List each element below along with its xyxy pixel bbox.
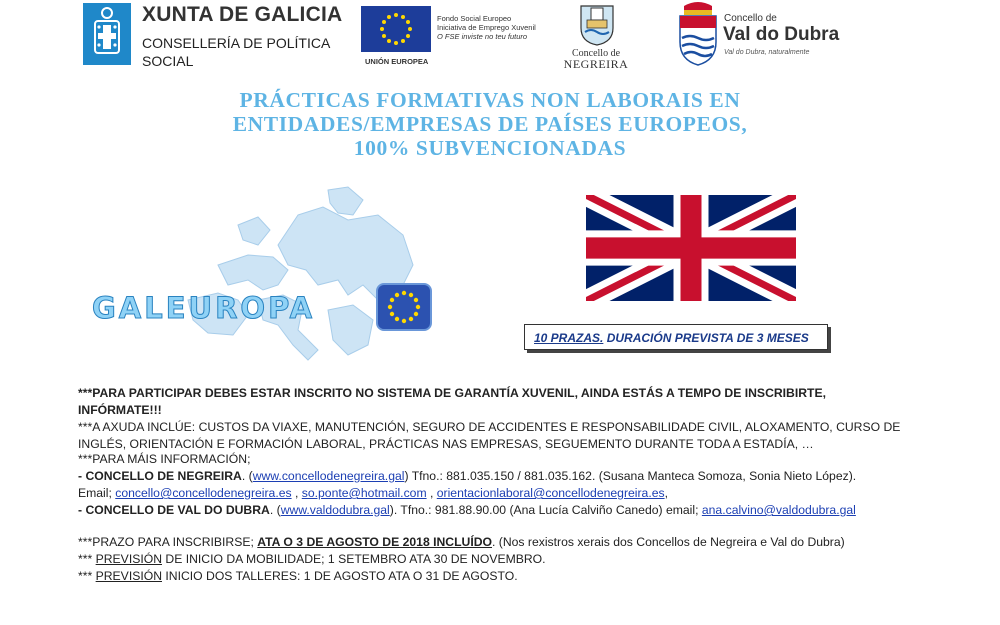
- orientacion-email-link[interactable]: orientacionlaboral@concellodenegreira.es: [436, 486, 665, 500]
- contact-info: ***PARA MÁIS INFORMACIÓN; - CONCELLO DE NEGREIRA. (www.concellodenegreira.gal) Tfno.: 881.035.150 / 881.035.162. (Susana Manteca Somoza, Sonia Nieto López). Email; concello@concellodenegreira.es , so.ponte@hotmail.com , orientacionlaboral@concellodenegreira.es, - CONCELLO DE VAL DO DUBRA. (www.valdodubra.gal). Tfno.: 981.88.90.00 (Ana Lucía Calviño Canedo) email; ana.calvino@valdodubra.gal: [78, 451, 912, 519]
- deadline-date: ATA O 3 DE AGOSTO DE 2018 INCLUÍDO: [257, 535, 493, 549]
- eu-stars-badge-icon: [376, 283, 432, 331]
- valdodubra-phone: ). Tfno.: 981.88.90.00 (Ana Lucía Calviño Canedo) email;: [389, 503, 702, 517]
- fse-text: Fondo Social Europeo Iniciativa de Emprego Xuvenil O FSE inviste no teu futuro: [437, 14, 536, 41]
- uk-flag-image: [586, 195, 796, 301]
- places-count: 10 PRAZAS.: [534, 331, 604, 345]
- negreira-phone: ) Tfno.: 881.035.150 / 881.035.162. (Susana Manteca Somoza, Sonia Nieto López).: [404, 469, 857, 483]
- valdodubra-website-link[interactable]: www.valdodubra.gal: [280, 503, 390, 517]
- conselleria-name: CONSELLERÍA DE POLÍTICA SOCIAL: [142, 35, 331, 69]
- email-label: Email;: [78, 486, 116, 500]
- places-duration-box: [524, 324, 828, 350]
- negreira-emblem-logo: [577, 2, 617, 46]
- negreira-name: Concello de NEGREIRA: [563, 48, 629, 71]
- xunta-shield-logo: [83, 3, 131, 65]
- negreira-email-link[interactable]: concello@concellodenegreira.es: [115, 486, 292, 500]
- dubra-motto: Val do Dubra, naturalmente: [724, 49, 810, 56]
- eu-label: UNIÓN EUROPEA: [365, 57, 429, 66]
- page-title: PRÁCTICAS FORMATIVAS NON LABORAIS EN ENTIDADES/EMPRESAS DE PAÍSES EUROPEOS, 100% SUBVENCIONADAS: [232, 88, 748, 160]
- dubra-concello-label: Concello de: [724, 13, 777, 24]
- negreira-website-link[interactable]: www.concellodenegreira.gal: [252, 469, 405, 483]
- soponte-email-link[interactable]: so.ponte@hotmail.com: [301, 486, 427, 500]
- duration-text: DURACIÓN PREVISTA DE 3 MESES: [603, 331, 809, 345]
- valdodubra-email-link[interactable]: ana.calvino@valdodubra.gal: [701, 503, 856, 517]
- valdodubra-contact-label: - CONCELLO DE VAL DO DUBRA: [78, 503, 270, 517]
- galeuropa-logo-text: GALEUROPA: [92, 291, 316, 325]
- requirement-text: ***PARA PARTICIPAR DEBES ESTAR INSCRITO NO SISTEMA DE GARANTÍA XUVENIL, AINDA ESTÁS A TEMPO DE INSCRIBIRTE, INFÓRMATE!!!: [78, 386, 827, 417]
- mobility-forecast-label: PREVISIÓN: [95, 552, 162, 566]
- eu-flag-logo: [361, 6, 431, 52]
- deadline-label: ***PRAZO PARA INSCRIBIRSE;: [78, 535, 258, 549]
- aid-includes-text: ***A AXUDA INCLÚE: CUSTOS DA VIAXE, MANUTENCIÓN, SEGURO DE ACCIDENTES E RESPONSABILIDADE CIVIL, ALOXAMENTO, CURSO DE INGLÉS, ORIENTACIÓN E FORMACIÓN LABORAL, PRÁCTICAS NAS EMPRESAS, SEGUEMENTO DURANTE TODA A ESTADÍA, …: [78, 420, 901, 451]
- negreira-contact-label: - CONCELLO DE NEGREIRA: [78, 469, 242, 483]
- val-do-dubra-emblem-logo: [676, 0, 720, 66]
- mobility-forecast-text: DE INICIO DA MOBILIDADE; 1 SETEMBRO ATA 30 DE NOVEMBRO.: [162, 552, 546, 566]
- deadlines: ***PRAZO PARA INSCRIBIRSE; ATA O 3 DE AGOSTO DE 2018 INCLUÍDO. (Nos rexistros xerais dos Concellos de Negreira e Val do Dubra) *** PREVISIÓN DE INICIO DA MOBILIDADE; 1 SETEMBRO ATA 30 DE NOVEMBRO. *** PREVISIÓN INICIO DOS TALLERES: 1 DE AGOSTO ATA O 31 DE AGOSTO.: [78, 535, 845, 583]
- workshops-forecast-label: PREVISIÓN: [95, 569, 162, 583]
- europe-map-image: [178, 185, 418, 370]
- deadline-note: . (Nos rexistros xerais dos Concellos de Negreira e Val do Dubra): [492, 535, 845, 549]
- info-heading: ***PARA MÁIS INFORMACIÓN;: [78, 452, 251, 466]
- workshops-forecast-text: INICIO DOS TALLERES: 1 DE AGOSTO ATA O 31 DE AGOSTO.: [162, 569, 518, 583]
- body-text: [78, 385, 912, 453]
- dubra-name: Val do Dubra: [723, 24, 840, 45]
- xunta-title: XUNTA DE GALICIA: [142, 3, 343, 26]
